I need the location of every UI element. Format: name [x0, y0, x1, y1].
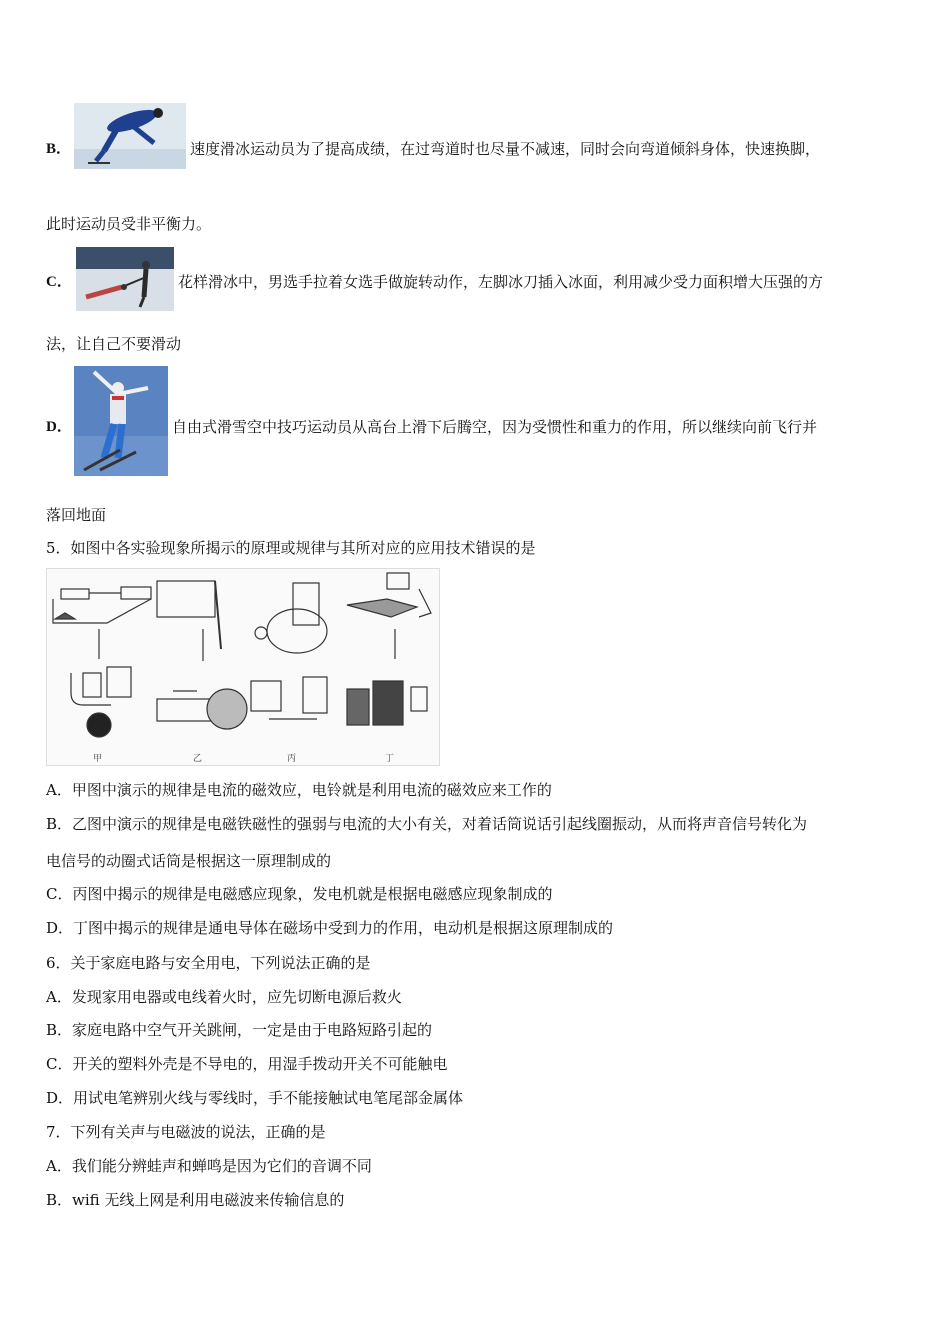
q5-option-b-line2: 电信号的动圈式话筒是根据这一原理制成的	[46, 852, 332, 870]
option-b-text-line1: 速度滑冰运动员为了提高成绩，在过弯道时也尽量不减速，同时会向弯道倾斜身体，快速换脚，	[190, 140, 821, 158]
q5-option-c: C．丙图中揭示的规律是电磁感应现象，发电机就是根据电磁感应现象制成的	[46, 885, 553, 903]
q6-option-b: B．家庭电路中空气开关跳闸，一定是由于电路短路引起的	[46, 1021, 433, 1039]
q6-stem: 6．关于家庭电路与安全用电，下列说法正确的是	[46, 954, 371, 972]
option-c-label: C．	[46, 274, 72, 290]
q5-experiment-figure	[46, 568, 440, 766]
q5-option-d: D．丁图中揭示的规律是通电导体在磁场中受到力的作用，电动机是根据这原理制成的	[46, 919, 614, 937]
option-d-text-line1: 自由式滑雪空中技巧运动员从高台上滑下后腾空，因为受惯性和重力的作用，所以继续向前飞行并	[172, 418, 818, 436]
speed-skater-image	[74, 103, 186, 169]
q6-option-d: D．用试电笔辨别火线与零线时，手不能接触试电笔尾部金属体	[46, 1089, 464, 1107]
q6-option-a: A．发现家用电器或电线着火时，应先切断电源后救火	[46, 988, 402, 1006]
caption-yi: 乙	[193, 754, 203, 764]
option-b-text-line2: 此时运动员受非平衡力。	[46, 215, 212, 233]
option-c-text-line2: 法，让自己不要滑动	[46, 335, 182, 353]
option-c-text-line1: 花样滑冰中，男选手拉着女选手做旋转动作，左脚冰刀插入冰面，利用减少受力面积增大压强的方	[178, 273, 824, 291]
q7-option-b: B．wifi 无线上网是利用电磁波来传输信息的	[46, 1191, 345, 1209]
option-d-text-line2: 落回地面	[46, 506, 107, 524]
q7-stem: 7．下列有关声与电磁波的说法，正确的是	[46, 1123, 326, 1141]
q5-option-a: A．甲图中演示的规律是电流的磁效应，电铃就是利用电流的磁效应来工作的	[46, 781, 552, 799]
q5-option-b-line1: B．乙图中演示的规律是电磁铁磁性的强弱与电流的大小有关，对着话筒说话引起线圈振动，从而将声音信号转化为	[46, 815, 808, 833]
caption-ding: 丁	[385, 754, 395, 764]
caption-bing: 丙	[287, 754, 297, 764]
option-b-label: B．	[46, 141, 72, 157]
q7-option-a: A．我们能分辨蛙声和蝉鸣是因为它们的音调不同	[46, 1157, 372, 1175]
q6-option-c: C．开关的塑料外壳是不导电的，用湿手拨动开关不可能触电	[46, 1055, 448, 1073]
aerial-skier-image	[74, 366, 168, 476]
q5-stem: 5．如图中各实验现象所揭示的原理或规律与其所对应的应用技术错误的是	[46, 539, 536, 557]
option-d-label: D．	[46, 419, 72, 435]
caption-jia: 甲	[93, 754, 103, 764]
figure-skating-image	[76, 247, 174, 311]
